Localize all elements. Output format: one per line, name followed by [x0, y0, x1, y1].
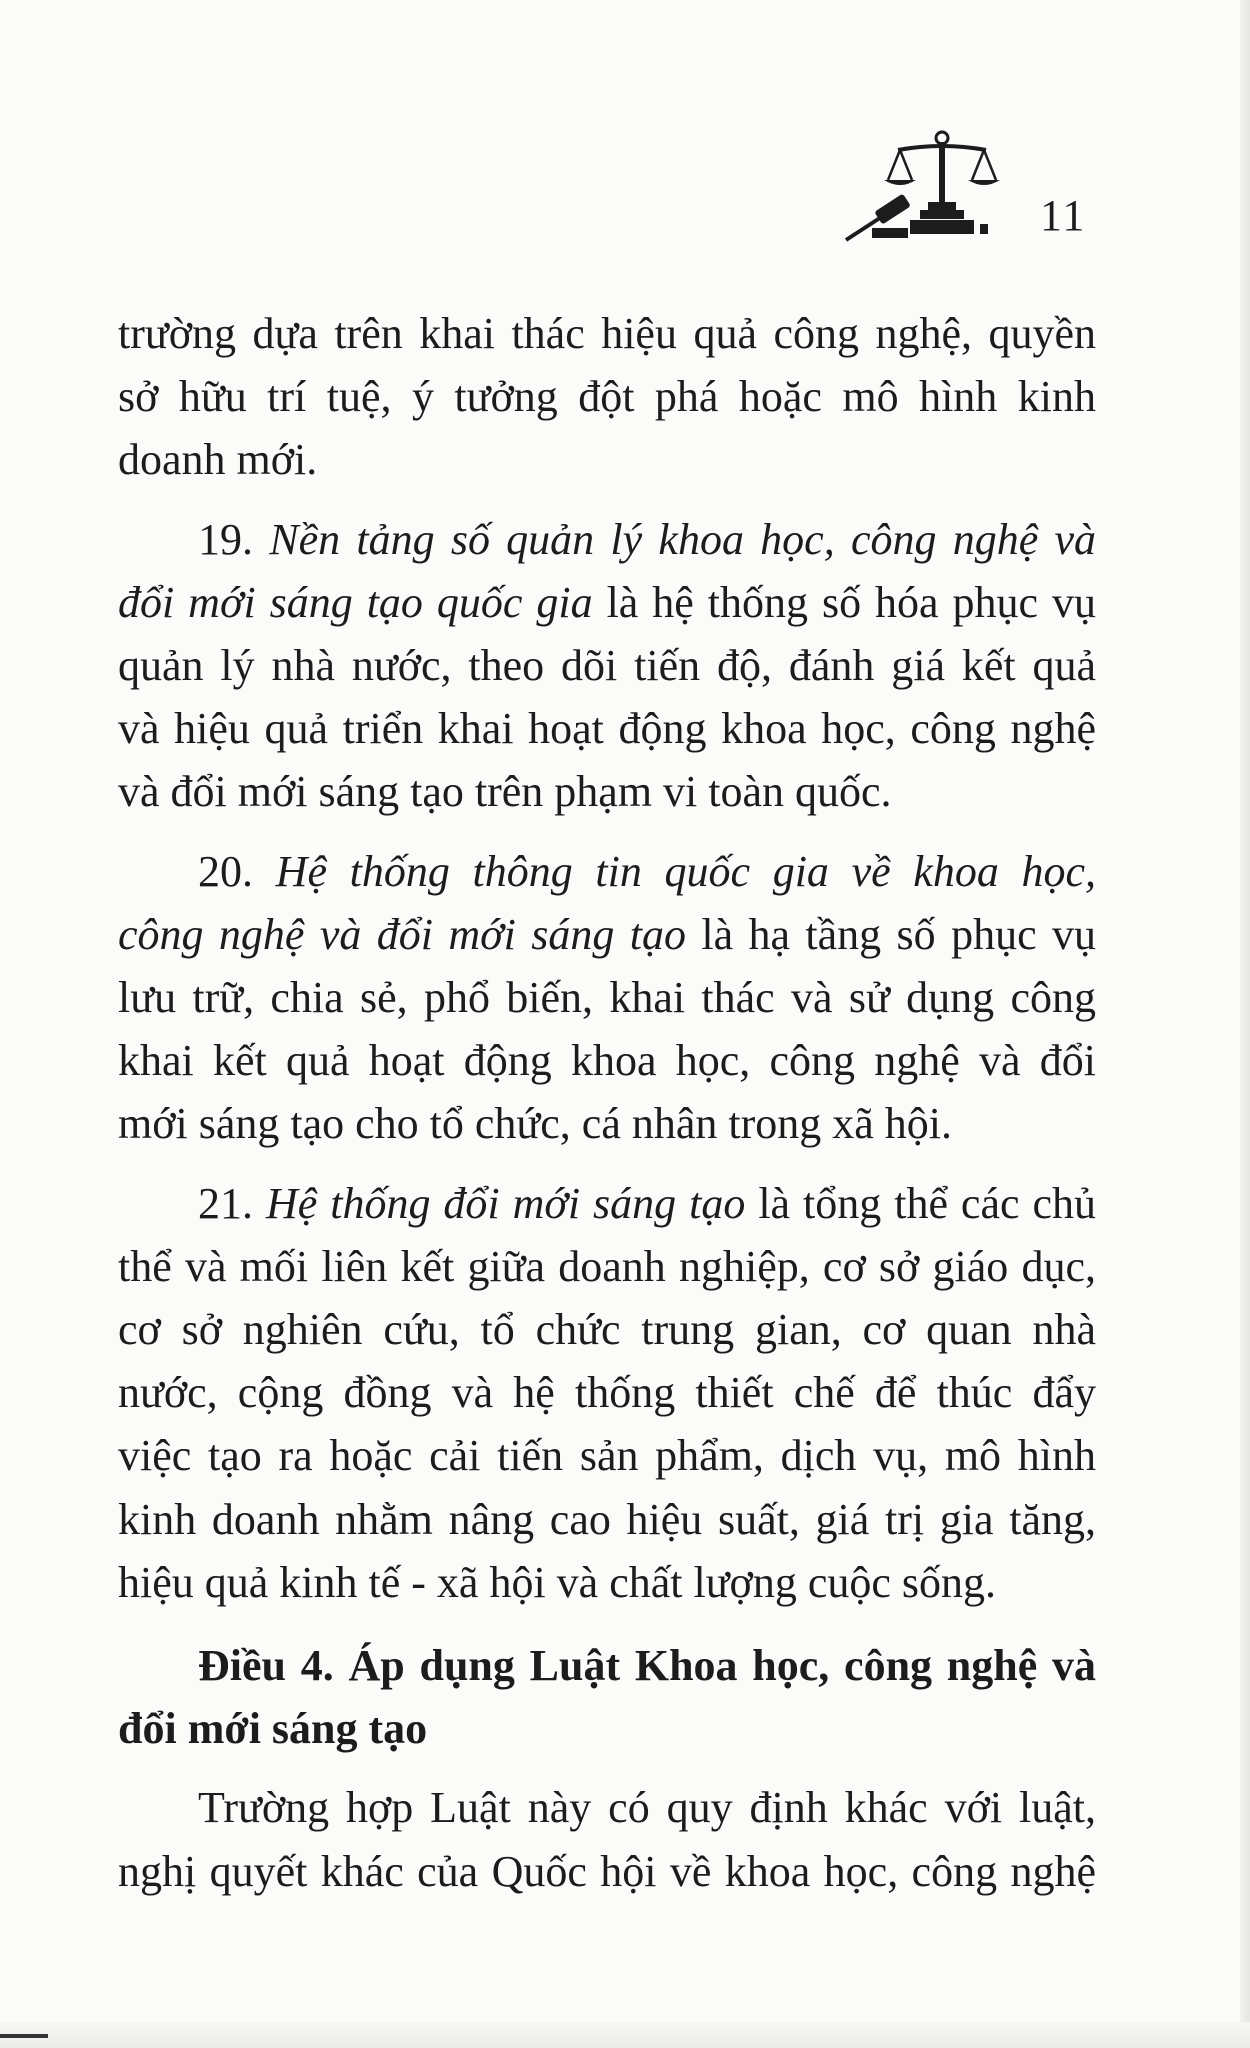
text-line: Trường hợp Luật này có quy định khác với luật, — [198, 1783, 1096, 1833]
item-number: 21. — [198, 1178, 253, 1228]
text-line: hiệu quả kinh tế - xã hội và chất lượng cuộc sống. — [118, 1557, 997, 1607]
page-bottom-shadow — [0, 2022, 1250, 2048]
defined-term: công nghệ và đổi mới sáng tạo — [118, 909, 686, 959]
text-line: khai kết quả hoạt động khoa học, công nghệ và đổi — [118, 1036, 1096, 1086]
text-line: và đổi mới sáng tạo trên phạm vi toàn quốc. — [118, 767, 892, 817]
text-line: kinh doanh nhằm nâng cao hiệu suất, giá trị gia tăng, — [118, 1494, 1096, 1544]
text-line — [118, 508, 1096, 571]
definition-text: là hệ thống số hóa phục vụ — [606, 577, 1096, 627]
page-number: 11 — [1040, 191, 1087, 240]
text-line: trường dựa trên khai thác hiệu quả công nghệ, quyền — [118, 309, 1096, 358]
definition-text: là hạ tầng số phục vụ — [701, 909, 1096, 959]
item-number: 20. — [198, 846, 253, 896]
text-line — [118, 571, 1096, 634]
text-line: sở hữu trí tuệ, ý tưởng đột phá hoặc mô hình kinh — [118, 372, 1096, 422]
scales-of-justice-gavel-icon — [842, 128, 1010, 246]
text-line: quản lý nhà nước, theo dõi tiến độ, đánh giá kết quả — [118, 641, 1096, 691]
page-edge-shadow — [1240, 0, 1250, 2048]
text-line: lưu trữ, chia sẻ, phổ biến, khai thác và sử dụng công — [118, 973, 1096, 1023]
text-line: đổi mới sáng tạo — [118, 1704, 428, 1754]
text-line: doanh mới. — [118, 435, 318, 485]
item-number: 19. — [198, 514, 253, 564]
text-line: cơ sở nghiên cứu, tổ chức trung gian, cơ quan nhà — [118, 1305, 1096, 1355]
defined-term: Hệ thống thông tin quốc gia về khoa học, — [275, 846, 1097, 896]
definition-item-20 — [118, 840, 1096, 1156]
article-body — [118, 1776, 1096, 1902]
text-line — [118, 840, 1096, 903]
text-line — [118, 903, 1096, 966]
definition-item-19 — [118, 508, 1096, 824]
text-line — [118, 1172, 1096, 1235]
article-heading — [118, 1634, 1096, 1760]
text-line: thể và mối liên kết giữa doanh nghiệp, cơ sở giáo dục, — [118, 1241, 1096, 1291]
paragraph-18-continuation — [118, 302, 1096, 492]
text-line: nghị quyết khác của Quốc hội về khoa học, công nghệ — [118, 1846, 1096, 1896]
text-line: và hiệu quả triển khai hoạt động khoa học, công nghệ — [118, 704, 1096, 754]
definition-text: là tổng thể các chủ — [758, 1178, 1097, 1228]
text-line: Điều 4. Áp dụng Luật Khoa học, công nghệ và — [198, 1641, 1096, 1691]
definition-item-21 — [118, 1172, 1096, 1614]
text-line: nước, cộng đồng và hệ thống thiết chế để thúc đẩy — [118, 1368, 1096, 1418]
page-corner-mark — [0, 2034, 48, 2038]
defined-term: đổi mới sáng tạo quốc gia — [118, 577, 593, 627]
defined-term: Nền tảng số quản lý khoa học, công nghệ và — [269, 514, 1097, 564]
page-body-text — [118, 302, 1096, 1903]
defined-term: Hệ thống đổi mới sáng tạo — [265, 1178, 746, 1228]
text-line: việc tạo ra hoặc cải tiến sản phẩm, dịch vụ, mô hình — [118, 1431, 1096, 1481]
text-line: mới sáng tạo cho tổ chức, cá nhân trong xã hội. — [118, 1099, 953, 1149]
